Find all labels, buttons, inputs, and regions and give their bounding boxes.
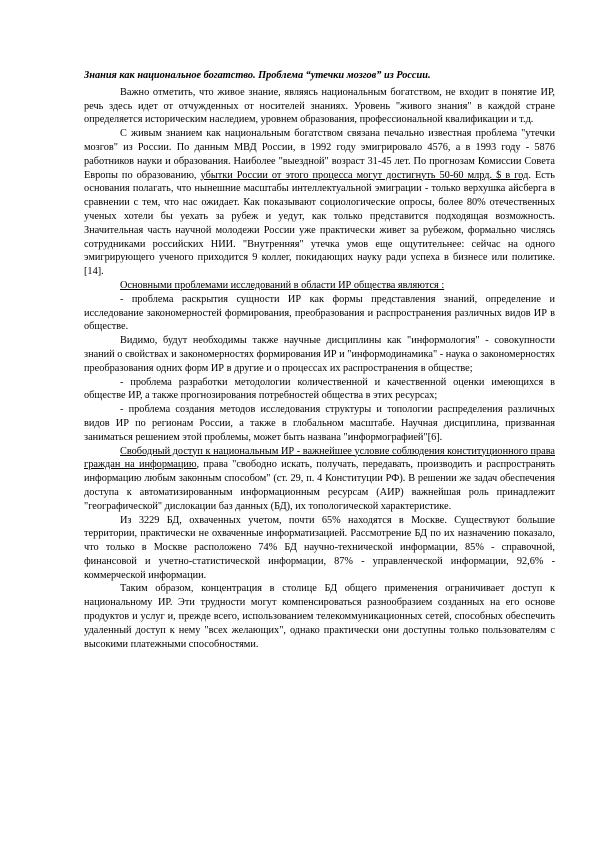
section-title: Знания как национальное богатство. Проблема “утечки мозгов” из России.: [84, 70, 431, 81]
free-access-underlined: Свободный доступ к национальным ИР - важнейшее условие соблюдения конституционного права граждан на информацию: [84, 445, 555, 471]
paragraph-disciplines: Видимо, будут необходимы также научные дисциплины как "информология" - совокупности знаний о свойствах и закономерностях формирования ИР и "информодинамика" - наука о закономерностях преобразования одних форм ИР в другие и о процессах их распространения в обществе;: [84, 335, 555, 374]
brain-drain-text-b: . Есть основания полагать, что нынешние масштабы интеллектуальной эмиграции - только верхушка айсберга в сравнении с тем, что нас ожидает. Как показывают социологические опросы, более 80% отечественных ученых хотели бы уехать за рубеж и уедут, как только представится подходящая возможность. Значительная часть научной молодежи России уже практически живет за рубежом, формально числясь сотрудниками российских НИИ. "Внутренняя" утечка умов еще ощутительнее: сейчас на одного эмигрирующего ученого приходится 9 коллег, покидающих науку ради успеха в бизнесе или политике. [14].: [84, 169, 555, 278]
problems-heading: Основными проблемами исследований в области ИР общества являются :: [120, 279, 445, 291]
paragraph-database-stats: Из 3229 БД, охваченных учетом, почти 65% находятся в Москве. Существуют большие территории, практически не охваченные информатизацией. Рассмотрение БД по их назначению показало, что только в Москве расположено 74% БД научно-технической информации, 85% - справочной, финансовой и учетно-статистической информации, 87% - управленческой информации, 92,6% - коммерческой информации.: [84, 514, 555, 581]
free-access-text: , права "свободно искать, получать, передавать, производить и распространять информацию любым законным способом" (ст. 29, п. 4 Конституции РФ). В решении же задач обеспечения доступа к автоматизированным информационным ресурсам (АИР) важнейшая роль принадлежит "географической" дислокации баз данных (БД), их топологической характеристике.: [84, 459, 555, 512]
paragraph-problem-topology: - проблема создания методов исследования структуры и топологии распределения различных видов ИР по регионам России, а также в глобальном масштабе. Научная дисциплина, призванная заниматься решением этой проблемы, может быть названа "информографией"[6].: [84, 404, 555, 443]
paragraph-living-knowledge: Важно отметить, что живое знание, являясь национальным богатством, не входит в понятие ИР, речь здесь идет от отчужденных от носителей знаниях. Уровень "живого знания" в каждой стране определяется историческим наследием, уровнем образования, профессиональной квалификации и т.д.: [84, 86, 555, 126]
paragraph-brain-drain: [84, 127, 555, 279]
brain-drain-losses-underlined: убытки России от этого процесса могут достигнуть 50-60 млрд. $ в год: [200, 169, 529, 181]
paragraph-problem-essence: - проблема раскрытия сущности ИР как формы представления знаний, определение и исследование закономерностей формирования, преобразования и распространения различных видов ИР в обществе.: [84, 293, 555, 333]
brain-drain-text-a: С живым знанием как национальным богатством связана печально известная проблема "утечки мозгов" из России. По данным МВД России, в 1992 году эмигрировало 4576, а в 1993 году - 5876 работников науки и образования. Наиболее "выездной" возраст 31-45 лет. По прогнозам Комиссии Совета Европы по образованию,: [84, 128, 555, 181]
document-body: [84, 69, 555, 651]
paragraph-problem-methodology: - проблема разработки методологии количественной и качественной оценки имеющихся в обществе ИР, а также прогнозирования потребностей общества в этих ресурсах;: [84, 376, 555, 402]
paragraph-conclusion: Таким образом, концентрация в столице БД общего применения ограничивает доступ к национальному ИР. Эти трудности могут компенсироваться разнообразием созданных на его основе продуктов и услуг и, прежде всего, использованием телекоммуникационных сетей, способных обеспечить удаленный доступ к нему "всех желающих", однако практически они доступны только пользователям с высокими платежными способностями.: [84, 583, 555, 650]
paragraph-free-access: [84, 445, 555, 514]
